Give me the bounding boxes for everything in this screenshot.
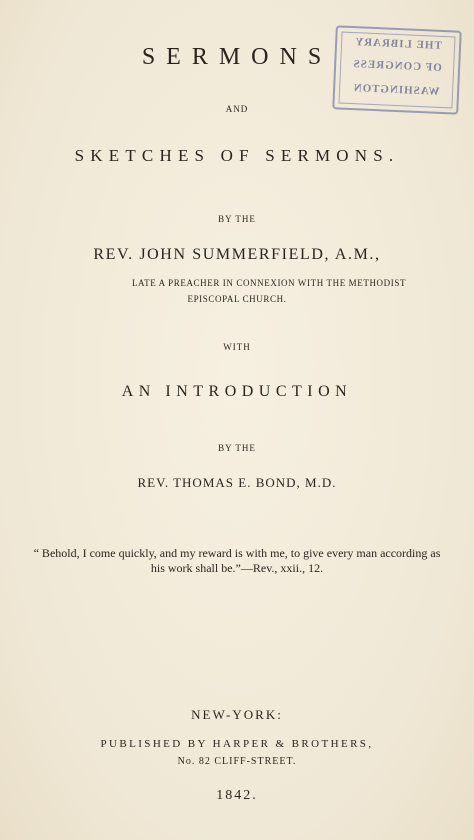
by-line: BY THE bbox=[218, 443, 256, 453]
epigraph-line: “ Behold, I come quickly, and my reward is with me, to give every man according as bbox=[33, 546, 441, 560]
introduction-heading: AN INTRODUCTION bbox=[121, 383, 353, 400]
publication-place: NEW-YORK: bbox=[191, 707, 283, 722]
epigraph-line: his work shall be.”—Rev., xxii., 12. bbox=[150, 561, 324, 575]
title-conjunction: AND bbox=[225, 104, 249, 114]
by-line: BY THE bbox=[218, 214, 256, 224]
publisher-address: No. 82 CLIFF-STREET. bbox=[177, 756, 297, 767]
publisher: PUBLISHED BY HARPER & BROTHERS, bbox=[100, 738, 374, 750]
book-title: SERMONS bbox=[141, 44, 333, 70]
author-name: REV. JOHN SUMMERFIELD, A.M., bbox=[93, 246, 381, 263]
introducer-name: REV. THOMAS E. BOND, M.D. bbox=[137, 475, 337, 490]
author-description: LATE A PREACHER IN CONNEXION WITH THE METHODIST bbox=[131, 278, 407, 288]
with-line: WITH bbox=[223, 342, 251, 352]
author-description: EPISCOPAL CHURCH. bbox=[187, 294, 287, 304]
stamp-line: OF CONGRESS bbox=[352, 58, 442, 74]
stamp-line: WASHINGTON bbox=[352, 82, 440, 98]
stamp-line: THE LIBRARY bbox=[354, 36, 443, 52]
book-subtitle: SKETCHES OF SERMONS. bbox=[74, 146, 400, 165]
publication-year: 1842. bbox=[216, 788, 258, 803]
